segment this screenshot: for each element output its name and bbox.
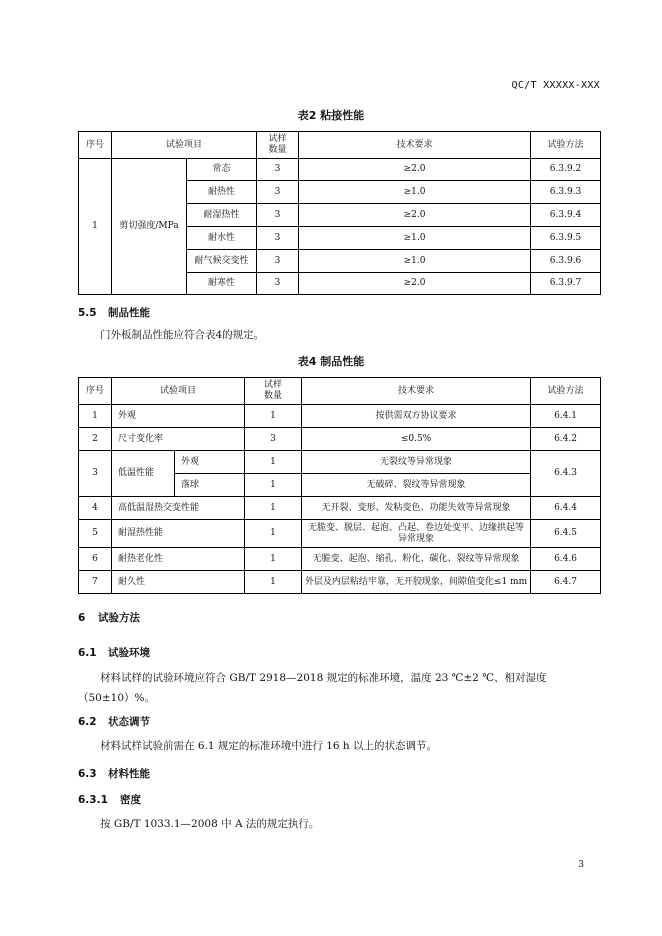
section-6-1-heading — [78, 645, 150, 660]
table4-req: 无裂纹等异常现象 — [302, 451, 531, 474]
section-number: 6.2 — [78, 716, 97, 728]
table4-no: 2 — [79, 428, 112, 451]
section-number: 5.5 — [78, 307, 97, 319]
table4-req: 外层及内层粘结牢靠，无开胶现象，间隙值变化≤1 mm — [302, 571, 531, 594]
table2-method: 6.3.9.3 — [531, 181, 601, 204]
section-number: 6.3 — [78, 768, 97, 780]
req-line2: 异常现象 — [398, 533, 435, 544]
table2-method: 6.3.9.7 — [531, 273, 601, 295]
table4-no: 4 — [79, 497, 112, 520]
table4-method: 6.4.3 — [531, 451, 601, 497]
table2-header-item: 试验项目 — [112, 132, 257, 159]
table4-count: 3 — [245, 428, 302, 451]
table-row — [79, 571, 601, 594]
table2-group-no: 1 — [79, 159, 112, 295]
count-line1: 试样 — [264, 380, 283, 390]
section-title: 试验环境 — [108, 647, 150, 659]
page-number: 3 — [578, 860, 584, 870]
table2-count: 3 — [257, 181, 299, 204]
table2-header-no: 序号 — [79, 132, 112, 159]
table4-item: 耐久性 — [112, 571, 245, 594]
table4-req: ≤0.5% — [302, 428, 531, 451]
table-row — [79, 497, 601, 520]
table4-no: 1 — [79, 405, 112, 428]
table2-header-method: 试验方法 — [531, 132, 601, 159]
table2-header-row — [79, 132, 601, 159]
table2-group-label: 剪切强度/MPa — [112, 159, 187, 295]
section-title: 密度 — [120, 794, 141, 806]
table4-method: 6.4.7 — [531, 571, 601, 594]
table2-header-count — [257, 132, 299, 159]
table4-header-method: 试验方法 — [531, 378, 601, 405]
table4-caption: 表4 制品性能 — [297, 355, 365, 368]
section-number: 6 — [78, 612, 86, 624]
table-row — [79, 405, 601, 428]
section-number: 6.1 — [78, 647, 97, 659]
table4-req: 无脆变、起泡、缩孔、粉化、碳化、裂纹等异常现象 — [302, 548, 531, 571]
table4 — [78, 377, 601, 594]
count-line1: 试样 — [268, 134, 287, 144]
table4-method: 6.4.1 — [531, 405, 601, 428]
section-title: 试验方法 — [98, 612, 140, 624]
table4-count: 1 — [245, 451, 302, 474]
table2-req: ≥1.0 — [299, 181, 531, 204]
table2 — [78, 131, 601, 295]
table4-req: 按供需双方协议要求 — [302, 405, 531, 428]
section-6-3-1-text: 按 GB/T 1033.1—2008 中 A 法的规定执行。 — [100, 818, 320, 830]
table2-req: ≥1.0 — [299, 227, 531, 250]
section-number: 6.3.1 — [78, 794, 108, 806]
section-5-5-heading — [78, 305, 150, 320]
table4-no: 3 — [79, 451, 112, 497]
table4-count: 1 — [245, 548, 302, 571]
table4-item: 低温性能 — [112, 451, 175, 497]
table4-count: 1 — [245, 405, 302, 428]
section-6-2-text: 材料试样试验前需在 6.1 规定的标准环境中进行 16 h 以上的状态调节。 — [100, 740, 438, 752]
table4-header-count — [245, 378, 302, 405]
table4-item: 外观 — [112, 405, 245, 428]
table4-item: 高低温湿热交变性能 — [112, 497, 245, 520]
table2-method: 6.3.9.5 — [531, 227, 601, 250]
table4-method: 6.4.2 — [531, 428, 601, 451]
table4-sub: 外观 — [175, 451, 245, 474]
table2-sub: 耐热性 — [187, 181, 257, 204]
table4-count: 1 — [245, 474, 302, 497]
table4-method: 6.4.5 — [531, 520, 601, 548]
table4-sub: 落球 — [175, 474, 245, 497]
table4-count: 1 — [245, 571, 302, 594]
table2-sub: 耐湿热性 — [187, 204, 257, 227]
table2-caption: 表2 粘接性能 — [297, 109, 365, 122]
table4-no: 7 — [79, 571, 112, 594]
section-6-1-text: 材料试样的试验环境应符合 GB/T 2918—2018 规定的标准环境，温度 23 ℃±2 ℃、相对湿度（50±10）%。 — [78, 672, 547, 704]
table-row — [79, 548, 601, 571]
table4-no: 6 — [79, 548, 112, 571]
table4-method: 6.4.6 — [531, 548, 601, 571]
table2-header-req: 技术要求 — [299, 132, 531, 159]
table4-header-no: 序号 — [79, 378, 112, 405]
table4-header-item: 试验项目 — [112, 378, 245, 405]
table4-item: 尺寸变化率 — [112, 428, 245, 451]
table-row — [79, 159, 601, 181]
table-row — [79, 520, 601, 548]
table2-req: ≥2.0 — [299, 159, 531, 181]
table4-count: 1 — [245, 520, 302, 548]
table2-req: ≥2.0 — [299, 273, 531, 295]
table-row — [79, 451, 601, 474]
table4-item: 耐湿热性能 — [112, 520, 245, 548]
table4-req: 无开裂、变形、发粘变色、功能失效等异常现象 — [302, 497, 531, 520]
standard-code: QC/T XXXXX-XXX — [511, 80, 600, 91]
table4-header-row — [79, 378, 601, 405]
table2-count: 3 — [257, 204, 299, 227]
table4-req: 无破碎、裂纹等异常现象 — [302, 474, 531, 497]
section-title: 材料性能 — [108, 768, 150, 780]
table2-count: 3 — [257, 273, 299, 295]
section-6-2-heading — [78, 714, 150, 729]
table2-count: 3 — [257, 159, 299, 181]
section-title: 状态调节 — [108, 716, 150, 728]
table2-sub: 耐水性 — [187, 227, 257, 250]
table2-count: 3 — [257, 250, 299, 273]
section-6-3-1-heading — [78, 792, 141, 807]
table2-sub: 耐气候交变性 — [187, 250, 257, 273]
table2-req: ≥1.0 — [299, 250, 531, 273]
table2-method: 6.3.9.6 — [531, 250, 601, 273]
section-6-3-heading — [78, 766, 150, 781]
table2-sub: 常态 — [187, 159, 257, 181]
table4-no: 5 — [79, 520, 112, 548]
table4-item: 耐热老化性 — [112, 548, 245, 571]
table2-sub: 耐寒性 — [187, 273, 257, 295]
table2-req: ≥2.0 — [299, 204, 531, 227]
count-line2: 数量 — [264, 391, 283, 401]
table2-method: 6.3.9.2 — [531, 159, 601, 181]
table4-method: 6.4.4 — [531, 497, 601, 520]
table4-header-req: 技术要求 — [302, 378, 531, 405]
table4-count: 1 — [245, 497, 302, 520]
table4-req — [302, 520, 531, 548]
count-line2: 数量 — [268, 145, 287, 155]
section-6-heading — [78, 610, 140, 625]
section-title: 制品性能 — [108, 307, 150, 319]
section-5-5-text: 门外板制品性能应符合表4的规定。 — [100, 329, 265, 341]
table2-method: 6.3.9.4 — [531, 204, 601, 227]
req-line1: 无脆变、脱层、起泡、凸起、卷边处变平、边缘拱起等 — [308, 522, 525, 533]
table-row — [79, 428, 601, 451]
table2-count: 3 — [257, 227, 299, 250]
